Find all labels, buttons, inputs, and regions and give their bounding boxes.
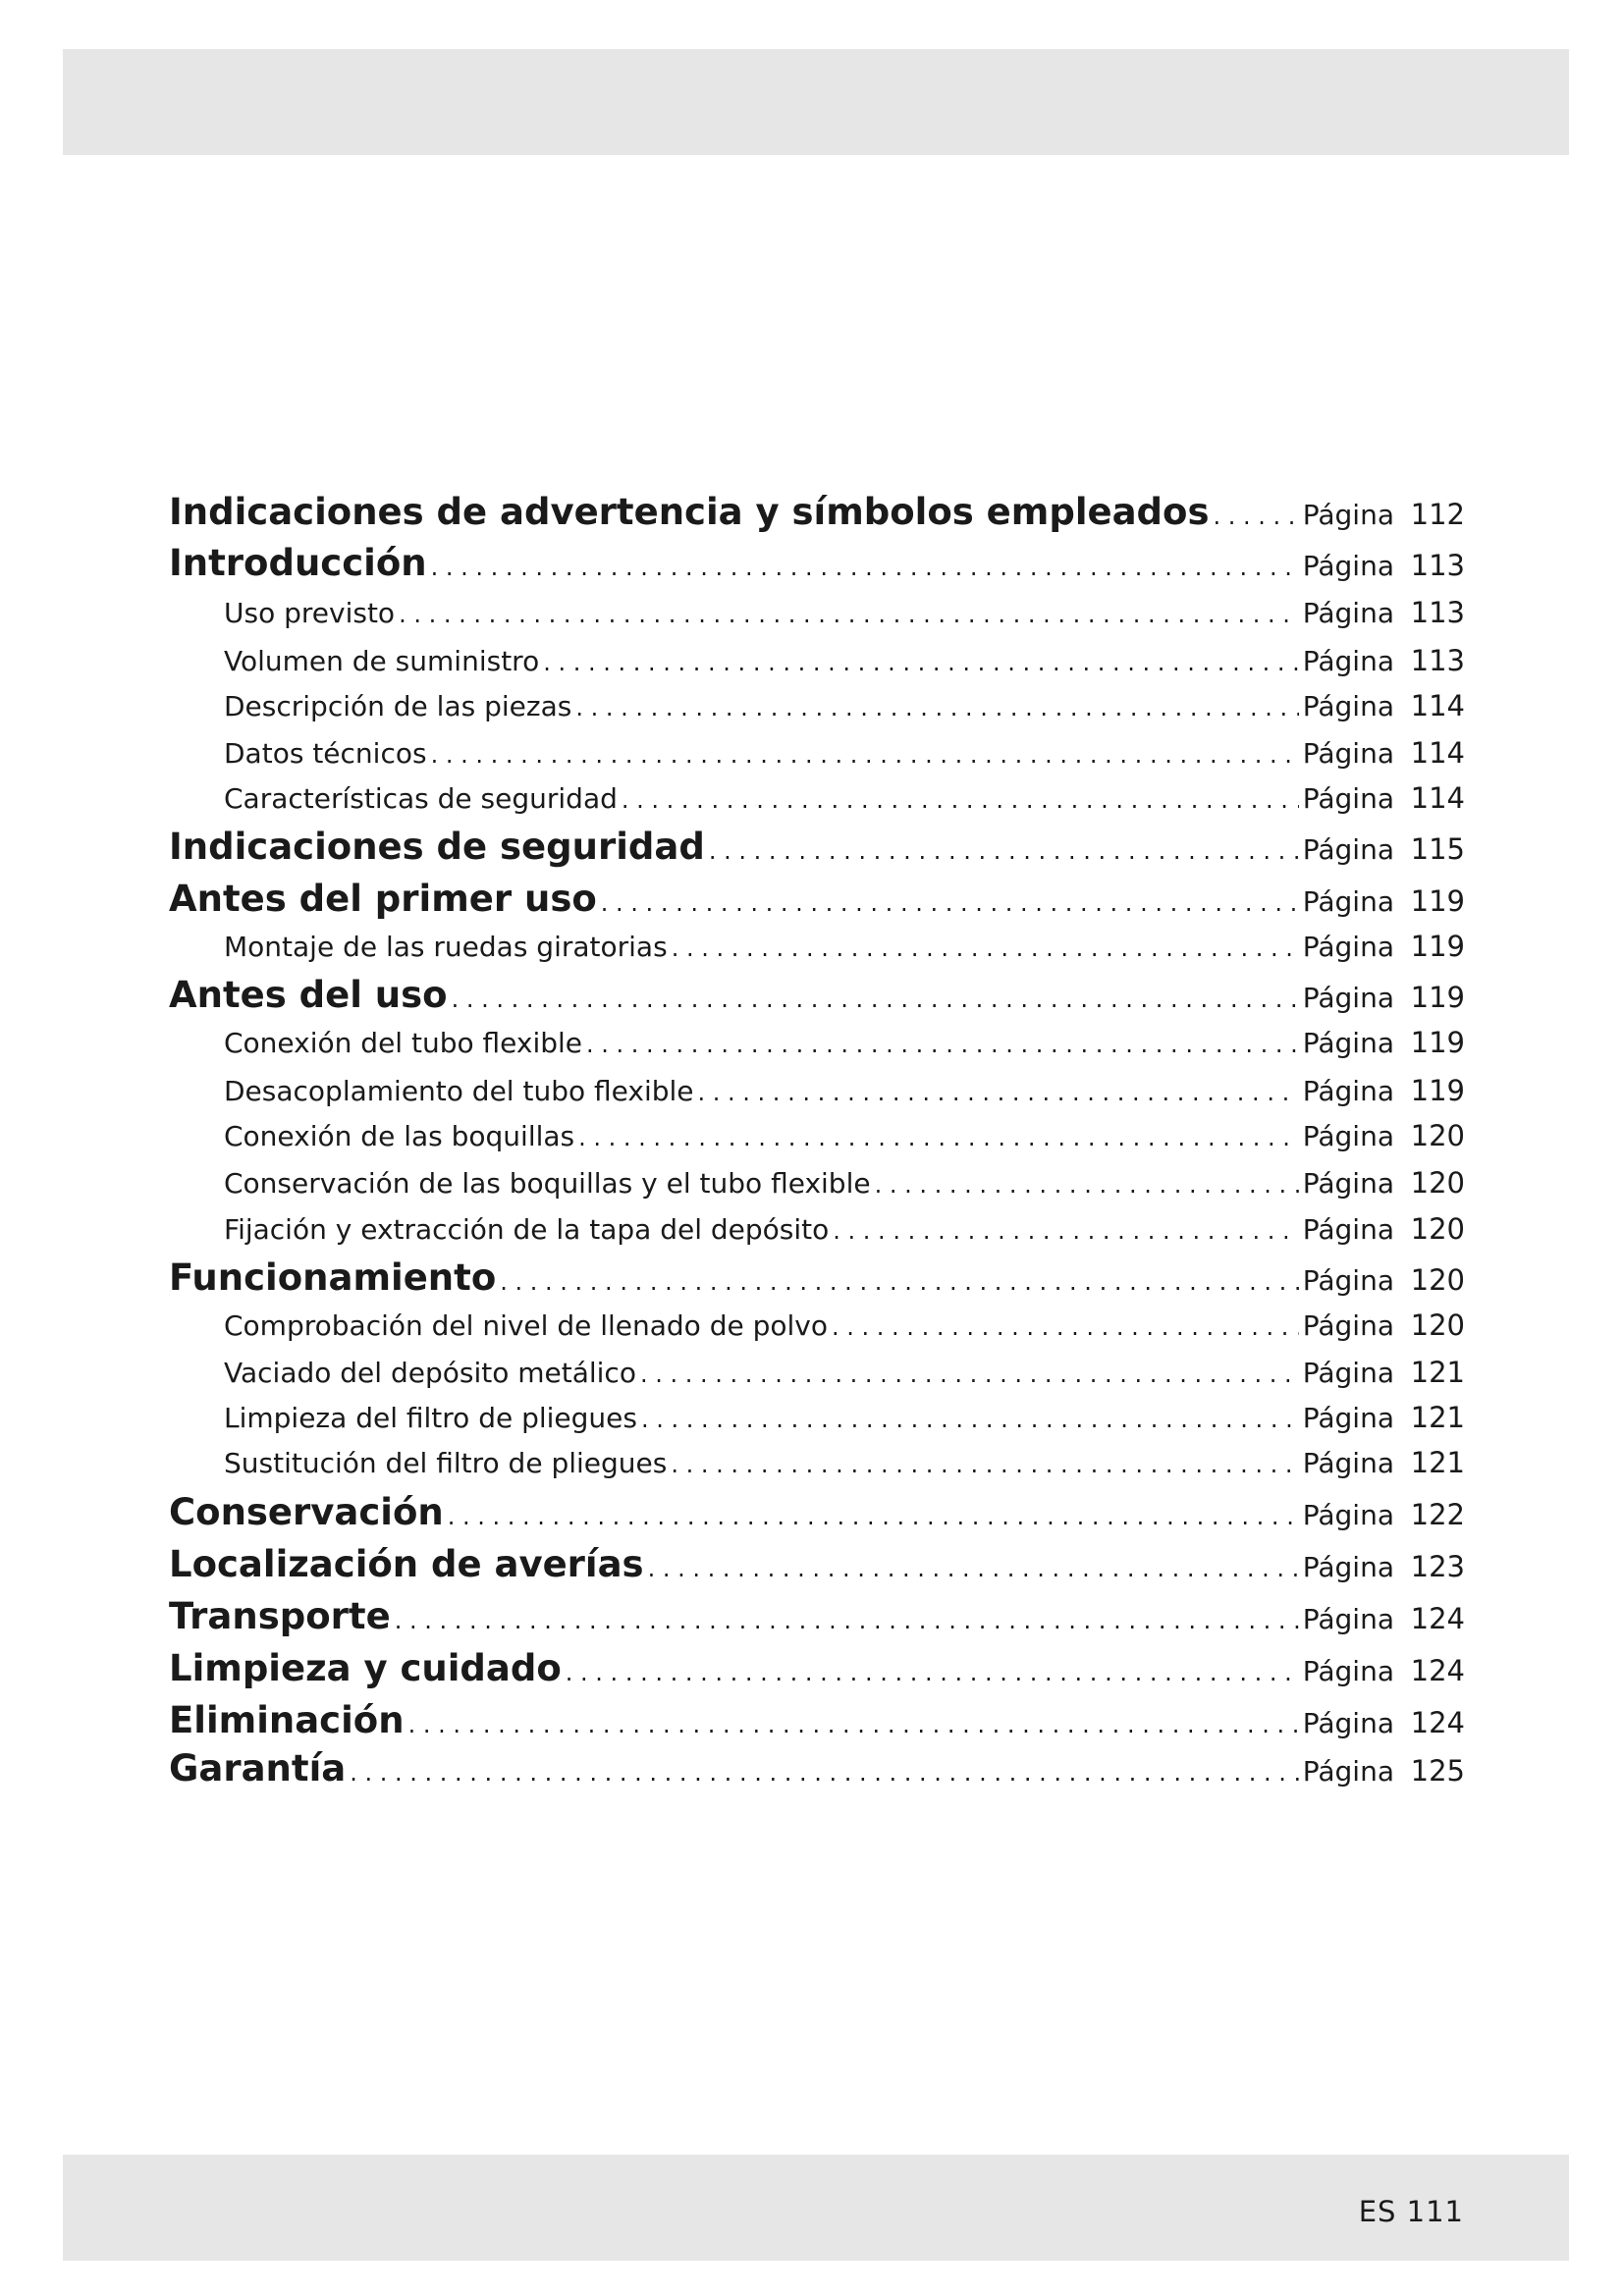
page-label: Página — [1302, 931, 1394, 963]
toc-entry[interactable] — [169, 878, 1465, 920]
toc-entry-title: Descripción de las piezas — [224, 690, 572, 722]
dot-leader — [566, 1659, 1299, 1686]
page-label: Página — [1302, 885, 1394, 918]
dot-leader — [622, 786, 1299, 814]
dot-leader — [575, 694, 1298, 721]
page-label: Página — [1302, 1075, 1394, 1107]
page-number: 119 — [1410, 1074, 1465, 1107]
page-number: 113 — [1410, 596, 1465, 629]
dot-leader — [832, 1313, 1299, 1341]
page-number: 120 — [1410, 1119, 1465, 1152]
dot-leader — [452, 986, 1299, 1013]
page-label: Página — [1302, 1603, 1394, 1635]
toc-entry-title: Transporte — [169, 1595, 391, 1637]
toc-entry[interactable] — [169, 1747, 1465, 1789]
dot-leader — [672, 934, 1299, 962]
toc-entry[interactable] — [169, 736, 1465, 770]
dot-leader — [431, 741, 1299, 769]
toc-entry-title: Funcionamiento — [169, 1256, 497, 1299]
page-number: 122 — [1410, 1498, 1465, 1531]
dot-leader — [578, 1124, 1299, 1151]
page-number: 114 — [1410, 781, 1465, 815]
toc-entry[interactable] — [169, 689, 1465, 722]
toc-entry-title: Conservación — [169, 1491, 444, 1533]
dot-leader — [448, 1503, 1299, 1530]
toc-entry[interactable] — [169, 1119, 1465, 1152]
dot-leader — [641, 1406, 1299, 1433]
dot-leader — [709, 837, 1299, 865]
page-label: Página — [1302, 1213, 1394, 1246]
page-number: 120 — [1410, 1263, 1465, 1297]
page-number: 119 — [1410, 981, 1465, 1014]
dot-leader — [640, 1361, 1299, 1388]
dot-leader — [698, 1079, 1299, 1106]
toc-entry[interactable] — [169, 826, 1465, 868]
toc-entry-title: Volumen de suministro — [224, 645, 540, 677]
toc-entry-title: Sustitución del filtro de pliegues — [224, 1447, 668, 1479]
page-number: 112 — [1410, 498, 1465, 531]
dot-leader — [408, 1711, 1299, 1738]
toc-entry-title: Antes del uso — [169, 974, 448, 1016]
toc-entry-title: Garantía — [169, 1747, 347, 1789]
toc-entry[interactable] — [169, 1356, 1465, 1389]
page-label: Página — [1302, 1120, 1394, 1152]
toc-entry[interactable] — [169, 974, 1465, 1016]
page-number: 113 — [1410, 644, 1465, 677]
toc-entry-title: Vaciado del depósito metálico — [224, 1357, 636, 1389]
page-label: Página — [1302, 645, 1394, 677]
page-number: 119 — [1410, 884, 1465, 918]
page-label: Página — [1302, 1027, 1394, 1059]
toc-entry[interactable] — [169, 1595, 1465, 1637]
toc-entry-title: Montaje de las ruedas giratorias — [224, 931, 668, 963]
dot-leader — [500, 1268, 1299, 1296]
page-number: 123 — [1410, 1550, 1465, 1583]
page-label: Página — [1302, 550, 1394, 582]
toc-entry[interactable] — [169, 596, 1465, 629]
page-number: 119 — [1410, 1026, 1465, 1059]
toc-entry-title: Conexión del tubo flexible — [224, 1027, 582, 1059]
dot-leader — [586, 1031, 1299, 1058]
dot-leader — [399, 601, 1299, 628]
page-label: Página — [1302, 499, 1394, 531]
dot-leader — [601, 889, 1299, 917]
toc-entry-title: Limpieza y cuidado — [169, 1647, 562, 1689]
toc-entry[interactable] — [169, 1256, 1465, 1299]
toc-entry[interactable] — [169, 1699, 1465, 1741]
toc-entry[interactable] — [169, 1308, 1465, 1342]
dot-leader — [395, 1607, 1299, 1634]
page-folio: ES 111 — [1358, 2195, 1464, 2228]
toc-entry-title: Conexión de las boquillas — [224, 1120, 575, 1152]
page-number: 121 — [1410, 1356, 1465, 1389]
toc-entry[interactable] — [169, 1401, 1465, 1434]
page-label: Página — [1302, 1755, 1394, 1788]
toc-entry[interactable] — [169, 644, 1465, 677]
toc-entry-title: Desacoplamiento del tubo flexible — [224, 1075, 694, 1107]
page-label: Página — [1302, 1357, 1394, 1389]
dot-leader — [431, 554, 1299, 581]
toc-entry[interactable] — [169, 1491, 1465, 1533]
dot-leader — [350, 1759, 1299, 1787]
toc-entry-title: Antes del primer uso — [169, 878, 597, 920]
page-label: Página — [1302, 597, 1394, 629]
page-label: Página — [1302, 1447, 1394, 1479]
page-label: Página — [1302, 1264, 1394, 1297]
toc-entry[interactable] — [169, 930, 1465, 963]
page-label: Página — [1302, 833, 1394, 866]
page-number: 120 — [1410, 1166, 1465, 1200]
page-number: 119 — [1410, 930, 1465, 963]
toc-entry-title: Datos técnicos — [224, 737, 427, 770]
toc-entry[interactable] — [169, 491, 1465, 533]
page-number: 121 — [1410, 1401, 1465, 1434]
page-number: 114 — [1410, 689, 1465, 722]
dot-leader — [1214, 503, 1299, 530]
toc-entry[interactable] — [169, 1212, 1465, 1246]
toc-entry[interactable] — [169, 781, 1465, 815]
page-label: Página — [1302, 1707, 1394, 1739]
toc-entry[interactable] — [169, 542, 1465, 584]
footer-band — [63, 2155, 1569, 2261]
page-number: 113 — [1410, 549, 1465, 582]
dot-leader — [875, 1171, 1299, 1199]
toc-entry-title: Características de seguridad — [224, 782, 618, 815]
toc-entry-title: Indicaciones de seguridad — [169, 826, 705, 868]
page-label: Página — [1302, 1309, 1394, 1342]
page-number: 114 — [1410, 736, 1465, 770]
toc-entry-title: Conservación de las boquillas y el tubo flexible — [224, 1167, 871, 1200]
page-label: Página — [1302, 1499, 1394, 1531]
toc-entry[interactable] — [169, 1166, 1465, 1200]
page-number: 124 — [1410, 1602, 1465, 1635]
page-number: 125 — [1410, 1754, 1465, 1788]
toc-entry-title: Eliminación — [169, 1699, 405, 1741]
page-label: Página — [1302, 1167, 1394, 1200]
toc-entry-title: Localización de averías — [169, 1543, 644, 1585]
dot-leader — [833, 1217, 1298, 1245]
dot-leader — [671, 1451, 1298, 1478]
page-number: 124 — [1410, 1654, 1465, 1687]
page-label: Página — [1302, 1655, 1394, 1687]
toc-entry[interactable] — [169, 1543, 1465, 1585]
toc-entry-title: Indicaciones de advertencia y símbolos empleados — [169, 491, 1210, 533]
page-number: 115 — [1410, 832, 1465, 866]
page-label: Página — [1302, 982, 1394, 1014]
header-band — [63, 49, 1569, 155]
page-number: 124 — [1410, 1706, 1465, 1739]
page-label: Página — [1302, 690, 1394, 722]
toc-entry[interactable] — [169, 1074, 1465, 1107]
page-label: Página — [1302, 737, 1394, 770]
page-number: 120 — [1410, 1308, 1465, 1342]
toc-entry-title: Comprobación del nivel de llenado de polvo — [224, 1309, 829, 1342]
toc-entry-title: Fijación y extracción de la tapa del depósito — [224, 1213, 830, 1246]
toc-entry-title: Limpieza del filtro de pliegues — [224, 1402, 637, 1434]
toc-entry[interactable] — [169, 1446, 1465, 1479]
page-number: 121 — [1410, 1446, 1465, 1479]
page-number: 120 — [1410, 1212, 1465, 1246]
page-label: Página — [1302, 1551, 1394, 1583]
page-label: Página — [1302, 782, 1394, 815]
toc-entry[interactable] — [169, 1026, 1465, 1059]
dot-leader — [543, 649, 1299, 676]
page-label: Página — [1302, 1402, 1394, 1434]
toc-entry[interactable] — [169, 1647, 1465, 1689]
dot-leader — [648, 1555, 1299, 1582]
toc-entry-title: Uso previsto — [224, 597, 396, 629]
toc-entry-title: Introducción — [169, 542, 427, 584]
